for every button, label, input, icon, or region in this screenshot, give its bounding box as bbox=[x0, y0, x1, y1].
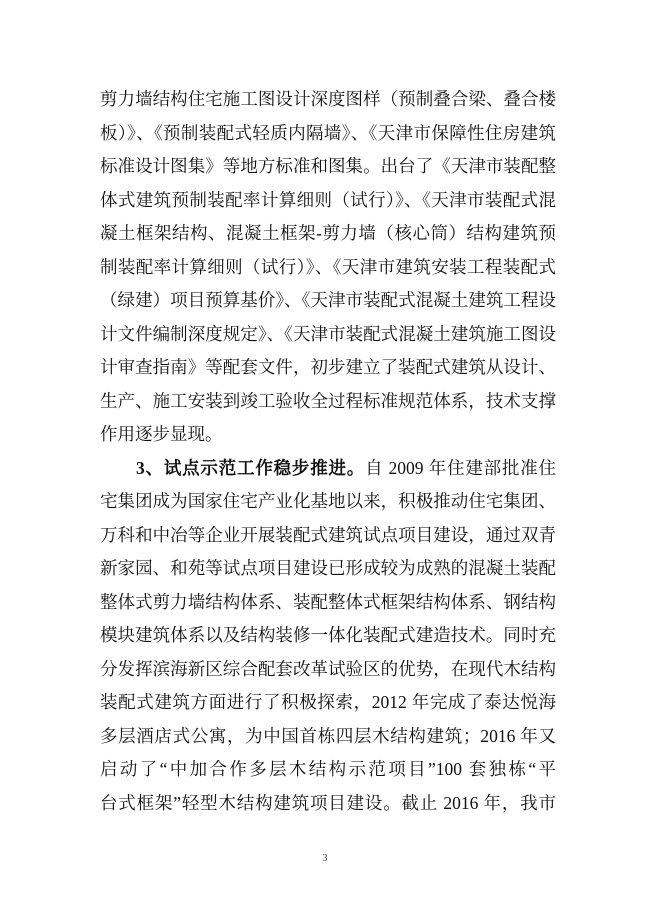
text-line: 多层酒店式公寓，为中国首栋四层木结构建筑；2016 年又 bbox=[100, 725, 556, 746]
paragraph-standards bbox=[100, 83, 556, 452]
text-line: 计文件编制深度规定》、《天津市装配式混凝土建筑施工图设 bbox=[100, 323, 556, 344]
text-line: 板）》、《预制装配式轻质内隔墙》、《天津市保障性住房建筑 bbox=[100, 122, 556, 143]
text-line: 整体式剪力墙结构体系、装配整体式框架结构体系、钢结构 bbox=[100, 591, 556, 612]
text-line: 启动了“中加合作多层木结构示范项目”100 套独栋“平 bbox=[100, 759, 556, 779]
text-line: 分发挥滨海新区综合配套改革试验区的优势，在现代木结构 bbox=[100, 658, 556, 679]
text-line: 新家园、和苑等试点项目建设已形成较为成熟的混凝土装配 bbox=[100, 558, 556, 578]
text-line: 生产、施工安装到竣工验收全过程标准规范体系，技术支撑 bbox=[100, 390, 556, 411]
text-line: 制装配率计算细则（试行）》、《天津市建筑安装工程装配式 bbox=[100, 256, 556, 277]
first-line-text: 自 2009 年住建部批准住 bbox=[365, 457, 557, 478]
paragraph-pilot-demonstration bbox=[100, 452, 556, 821]
text-line: 剪力墙结构住宅施工图设计深度图样（预制叠合梁、叠合楼 bbox=[100, 89, 556, 109]
text-line: 模块建筑体系以及结构装修一体化装配式建造技术。同时充 bbox=[100, 625, 556, 645]
paragraph-first-line bbox=[136, 452, 556, 486]
text-line: 计审查指南》等配套文件，初步建立了装配式建筑从设计、 bbox=[100, 357, 556, 377]
body-text bbox=[100, 83, 556, 820]
text-line: 万科和中冶等企业开展装配式建筑试点项目建设，通过双青 bbox=[100, 524, 556, 545]
text-line: 凝土框架结构、混凝土框架-剪力墙（核心筒）结构建筑预 bbox=[100, 223, 556, 243]
text-line: 装配式建筑方面进行了积极探索，2012 年完成了泰达悦海 bbox=[100, 692, 556, 712]
text-line: 体式建筑预制装配率计算细则（试行）》、《天津市装配式混 bbox=[100, 189, 556, 210]
text-line: 作用逐步显现。 bbox=[100, 424, 223, 444]
section-heading: 3、试点示范工作稳步推进。 bbox=[136, 457, 366, 478]
text-line: （绿建）项目预算基价》、《天津市装配式混凝土建筑工程设 bbox=[100, 290, 556, 310]
page-number: 3 bbox=[322, 853, 328, 864]
text-line: 标准设计图集》等地方标准和图集。出台了《天津市装配整 bbox=[100, 156, 556, 176]
text-line: 台式框架”轻型木结构建筑项目建设。截止 2016 年，我市 bbox=[100, 792, 556, 813]
text-line: 宅集团成为国家住宅产业化基地以来，积极推动住宅集团、 bbox=[100, 491, 556, 511]
